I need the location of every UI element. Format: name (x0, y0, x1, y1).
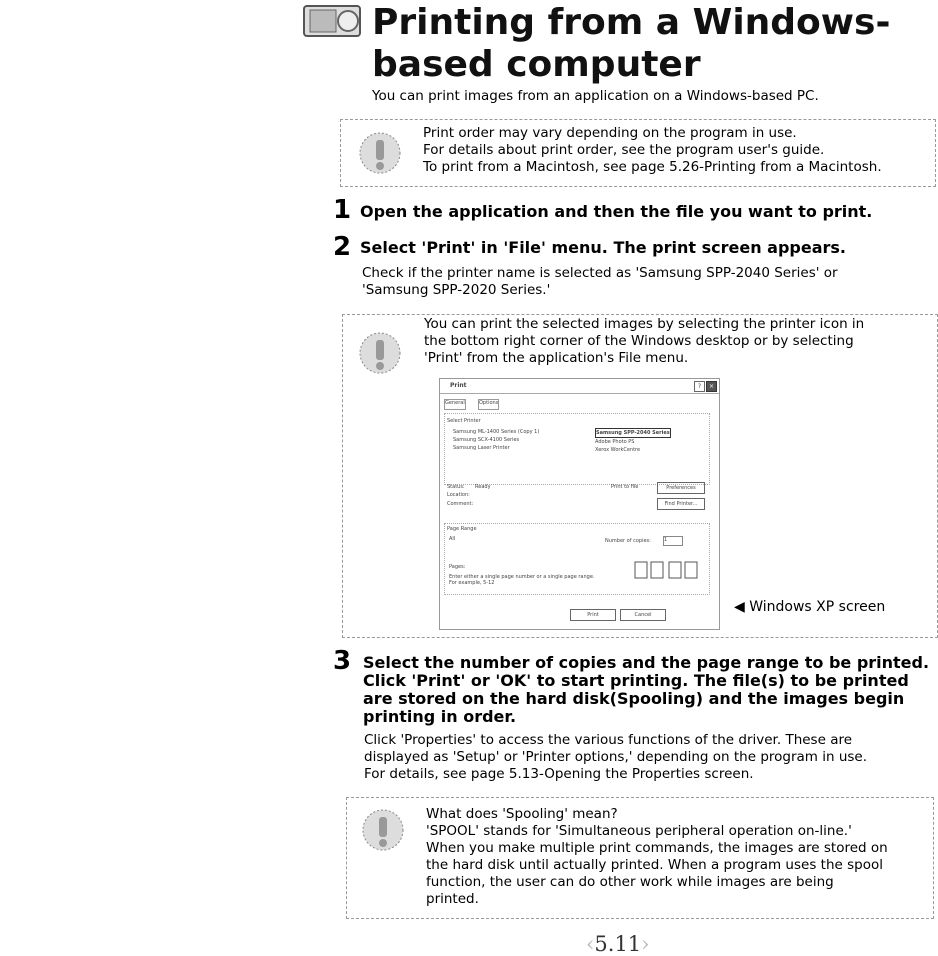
step-title-1: Open the application and then the file you want to print. (360, 202, 873, 221)
step-body-2: Check if the printer name is selected as 'Samsung SPP-2040 Series' or 'Samsung SPP-2020 Series.' (362, 265, 838, 298)
all-radio: All (449, 536, 456, 542)
tab-options: Options (478, 399, 499, 410)
note-icon (356, 330, 404, 380)
caption-arrow-icon: ◀ (734, 599, 745, 615)
print-dialog-screenshot (439, 378, 720, 630)
page-range-label: Page Range (447, 526, 477, 532)
find-printer-button: Find Printer... (657, 498, 705, 510)
select-printer-label: Select Printer (447, 418, 481, 424)
page-title: Printing from a Windows- based computer (372, 2, 891, 85)
section-icon (302, 0, 364, 40)
dialog-titlebar (440, 379, 719, 394)
step-body-3: Click 'Properties' to access the various functions of the driver. These are displayed as 'Setup' or 'Printer options,' depending on the program in use. For details, see page 5.13-Opening the Properties screen. (364, 732, 868, 782)
note-icon (356, 130, 404, 180)
page-number-right-bracket: › (641, 932, 650, 956)
printer-item: Samsung Laser Printer (453, 445, 510, 451)
pages-radio: Pages: (449, 564, 466, 570)
step-number-2: 2 (333, 232, 352, 262)
step-number-1: 1 (333, 195, 352, 225)
page-number-left-bracket: ‹ (586, 932, 595, 956)
page-range-group (444, 523, 710, 595)
cancel-button: Cancel (620, 609, 666, 621)
screenshot-caption: ◀ Windows XP screen (734, 599, 886, 615)
printer-list-left (453, 428, 539, 452)
select-printer-group (444, 413, 710, 507)
note-text-print-screen: You can print the selected images by selecting the printer icon in the bottom right corner of the Windows desktop or by selecting 'Print' from the application's File menu. (424, 316, 865, 366)
close-icon: × (706, 381, 717, 392)
range-hint: Enter either a single page number or a single page range. For example, 5-12 (449, 574, 595, 586)
step-number-3: 3 (333, 646, 352, 676)
printer-item: Samsung SCX-4100 Series (453, 437, 520, 443)
location-label: Location: (447, 492, 470, 498)
note-icon (359, 807, 407, 857)
printer-item-selected: Samsung SPP-2040 Series (596, 430, 670, 436)
printer-item: Samsung ML-1400 Series (Copy 1) (453, 429, 540, 435)
printer-item: Adobe Photo PS (595, 439, 635, 445)
status-label: Status: (447, 484, 465, 490)
page-subtitle: You can print images from an application on a Windows-based PC. (372, 88, 819, 104)
step-title-2: Select 'Print' in 'File' menu. The print screen appears. (360, 238, 847, 257)
status-value: Ready (475, 484, 491, 490)
preferences-button: Preferences (657, 482, 705, 494)
print-to-file-checkbox: Print to file (611, 484, 639, 490)
printer-item: Xerox WorkCentre (595, 447, 641, 453)
help-icon: ? (694, 381, 705, 392)
collate-icon (633, 560, 703, 582)
comment-label: Comment: (447, 501, 474, 507)
page-number: ‹5.11› (586, 932, 650, 956)
step-title-3: Select the number of copies and the page range to be printed. Click 'Print' or 'OK' to start printing. The file(s) to be printed are stored on the hard disk(Spooling) and the images begin printing in order. (363, 653, 930, 726)
copies-input: 1 (663, 536, 683, 546)
note-text-print-order: Print order may vary depending on the program in use. For details about print order, see the program user's guide. To print from a Macintosh, see page 5.26-Printing from a Macintosh. (423, 125, 882, 175)
printer-list-right (595, 428, 671, 454)
dialog-title: Print (450, 382, 467, 389)
print-button: Print (570, 609, 616, 621)
tab-general: General (444, 399, 466, 410)
note-text-spooling: What does 'Spooling' mean? 'SPOOL' stands for 'Simultaneous peripheral operation on-line.' When you make multiple print commands, the images are stored on the hard disk until actually printed. When a program uses the spool function, the user can do other work while images are being printed. (426, 806, 888, 907)
copies-label: Number of copies: (605, 538, 651, 544)
